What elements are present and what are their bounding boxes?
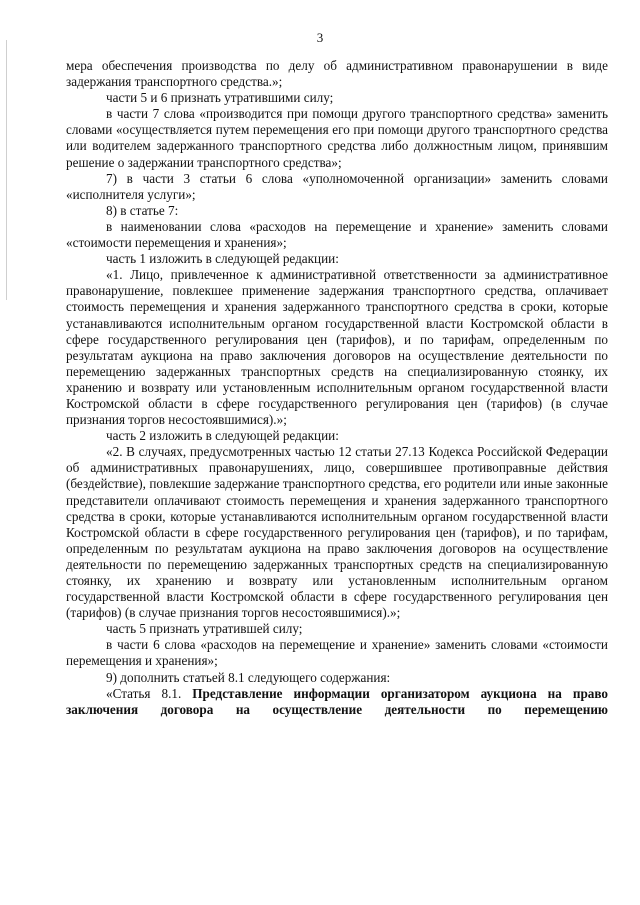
article-heading-prefix: «Статья 8.1. xyxy=(106,685,182,701)
scan-margin-line xyxy=(6,40,7,300)
paragraph: 9) дополнить статьей 8.1 следующего содержания: xyxy=(106,669,391,685)
article-heading xyxy=(66,686,608,718)
document-body xyxy=(66,58,608,718)
quoted-paragraph: «1. Лицо, привлеченное к административной ответственности за административное правонарушение, повлекшее применение задержания транспортного средства, оплачивает стоимость перемещения и хранения задержанного транспортного средства в сроки, которые устанавливаются исполнительным органом государственной власти Костромской области в сфере государственного регулирования цен (тарифов), и по тарифам, определенным по результатам аукциона на право заключения договоров на осуществление деятельности по перемещению задержанных транспортных средств на специализированную стоянку, их хранению и возврату или установленным исполнительным органом государственной власти Костромской области в сфере государственного регулирования цен (тарифов) (в случае признания торгов несостоявшимися).»; xyxy=(66,267,608,428)
paragraph: в наименовании слова «расходов на перемещение и хранение» заменить словами «стоимости перемещения и хранения»; xyxy=(66,218,608,251)
paragraph: 8) в статье 7: xyxy=(106,202,179,218)
quoted-paragraph: «2. В случаях, предусмотренных частью 12 статьи 27.13 Кодекса Российской Федерации об административных правонарушениях, лицо, совершившее противоправные действия (бездействие), повлекшие задержание транспортного средства, его родители или иные законные представители оплачивают стоимость перемещения и хранения задержанного транспортного средства в сроки, которые устанавливаются исполнительным органом государственной власти Костромской области в сфере государственного регулирования цен (тарифов), и по тарифам, определенным по результатам аукциона на право заключения договоров на осуществление деятельности по перемещению задержанных транспортных средств на специализированную стоянку, их хранению и возврату или установленным исполнительным органом государственной власти Костромской области в сфере государственного регулирования цен (тарифов) (в случае признания торгов несостоявшимися).»; xyxy=(66,444,608,621)
article-heading-title: Представление информации организатором аукциона на право заключения договора на осуществление деятельности по перемещению xyxy=(66,685,609,717)
paragraph: часть 1 изложить в следующей редакции: xyxy=(106,251,339,267)
paragraph: мера обеспечения производства по делу об административном правонарушении в виде задержания транспортного средства.»; xyxy=(66,58,608,90)
paragraph: части 5 и 6 признать утратившими силу; xyxy=(106,90,334,106)
paragraph: в части 7 слова «производится при помощи другого транспортного средства» заменить словами «осуществляется путем перемещения его при помощи другого транспортного средства или водителем задержанного транспортного средства либо должностным лицом, принявшим решение о задержании транспортного средства»; xyxy=(66,106,608,170)
paragraph: 7) в части 3 статьи 6 слова «уполномоченной организации» заменить словами «исполнителя услуги»; xyxy=(66,170,608,202)
paragraph: в части 6 слова «расходов на перемещение и хранение» заменить словами «стоимости перемещения и хранения»; xyxy=(66,637,608,669)
paragraph: часть 2 изложить в следующей редакции: xyxy=(106,428,339,444)
paragraph: часть 5 признать утратившей силу; xyxy=(106,621,303,637)
page-number: 3 xyxy=(316,30,324,45)
